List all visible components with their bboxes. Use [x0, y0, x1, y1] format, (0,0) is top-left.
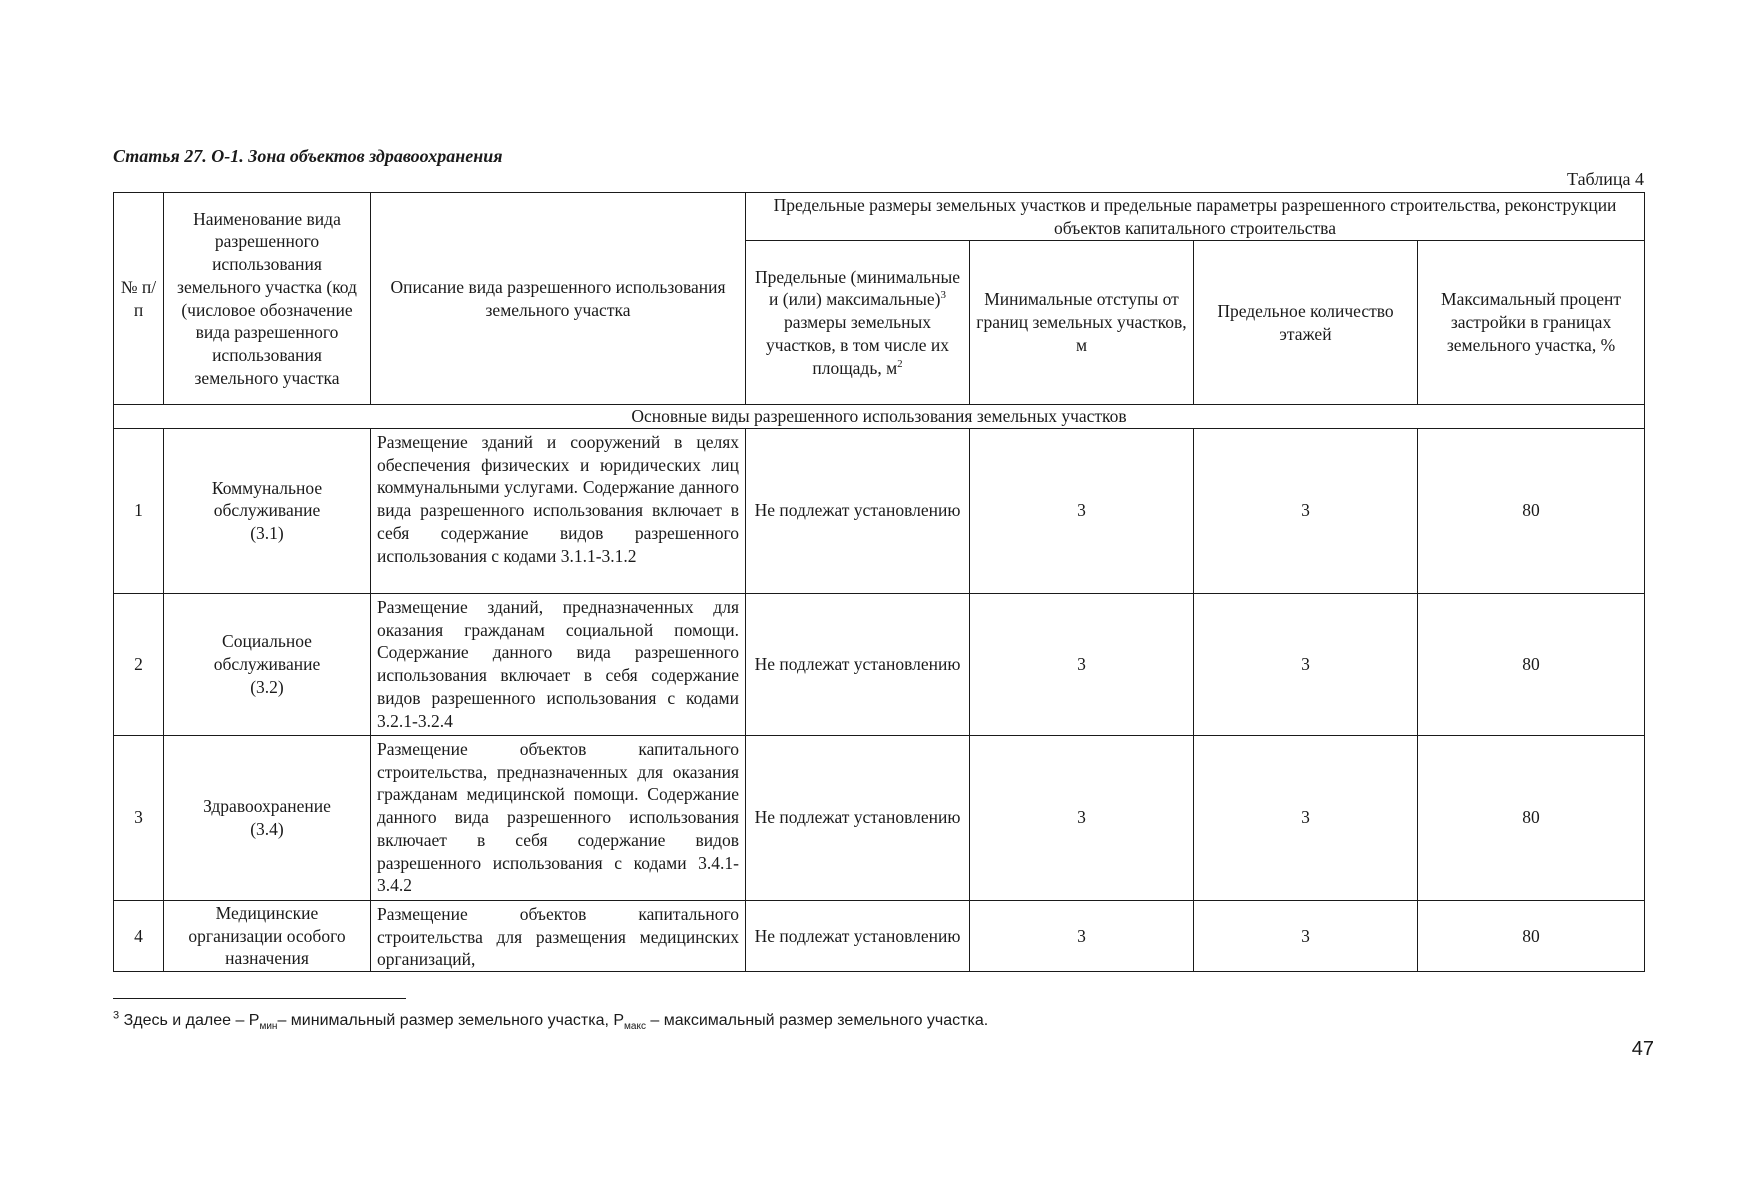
header-num: № п/п: [114, 193, 164, 405]
zones-table: [113, 192, 1645, 972]
row-name-code: (3.4): [250, 818, 284, 839]
row-name: [164, 900, 371, 971]
row-size: Не подлежат установлению: [746, 593, 970, 735]
footnote: [113, 1009, 989, 1033]
header-size-part1: Предельные (минимальные и (или) максимальные): [754, 266, 961, 310]
row-description: Размещение объектов капитального строительства, предназначенных для оказания гражданам медицинской помощи. Содержание данного вида разрешенного использования включает в себя содержание видов разрешенного использования с кодами 3.4.1-3.4.2: [371, 735, 746, 900]
row-coverage: 80: [1418, 428, 1645, 593]
header-setbacks: Минимальные отступы от границ земельных участков, м: [970, 241, 1194, 405]
header-limits-group: Предельные размеры земельных участков и предельные параметры разрешенного строительства, реконструкции объектов капитального строительства: [746, 193, 1645, 241]
table-row: [114, 428, 1645, 593]
page-number: 47: [1631, 1038, 1654, 1060]
row-floors: 3: [1194, 735, 1418, 900]
table-row: [114, 593, 1645, 735]
row-name: [164, 428, 371, 593]
section-title: Основные виды разрешенного использования земельных участков: [114, 405, 1645, 429]
row-setbacks: 3: [970, 593, 1194, 735]
footnote-part2: – минимальный размер земельного участка, Р: [277, 1012, 625, 1029]
header-coverage: Максимальный процент застройки в границах земельного участка, %: [1418, 241, 1645, 405]
row-num: 1: [114, 428, 164, 593]
article-title: Статья 27. О-1. Зона объектов здравоохранения: [113, 146, 503, 166]
row-name-line2: организации особого: [188, 925, 346, 946]
header-name: Наименование вида разрешенного использования земельного участка (код (числовое обозначение вида разрешенного использования земельного участка: [164, 193, 371, 405]
footnote-sub-max: макс: [624, 1021, 646, 1033]
row-name-line2: обслуживание: [213, 653, 321, 674]
row-setbacks: 3: [970, 900, 1194, 971]
row-description: Размещение зданий, предназначенных для оказания гражданам социальной помощи. Содержание данного вида разрешенного использования включает в себя содержание видов разрешенного использования с кодами 3.2.1-3.2.4: [371, 593, 746, 735]
section-row: [114, 405, 1645, 429]
row-name-code: (3.2): [250, 676, 284, 697]
row-size: Не подлежат установлению: [746, 428, 970, 593]
row-num: 4: [114, 900, 164, 971]
footnote-marker: 3: [113, 1009, 120, 1022]
header-description: Описание вида разрешенного использования земельного участка: [371, 193, 746, 405]
row-coverage: 80: [1418, 593, 1645, 735]
row-floors: 3: [1194, 428, 1418, 593]
row-num: 2: [114, 593, 164, 735]
row-description: Размещение объектов капитального строительства для размещения медицинских организаций,: [371, 900, 746, 971]
row-setbacks: 3: [970, 735, 1194, 900]
row-name-line1: Медицинские: [215, 902, 319, 923]
row-setbacks: 3: [970, 428, 1194, 593]
footnote-part3: – максимальный размер земельного участка.: [645, 1012, 989, 1029]
row-floors: 3: [1194, 900, 1418, 971]
row-name: [164, 593, 371, 735]
header-size: [746, 241, 970, 405]
row-name: [164, 735, 371, 900]
row-name-line2: обслуживание: [213, 500, 321, 521]
header-size-unit-sup: 2: [897, 357, 903, 370]
row-name-line1: Социальное: [222, 631, 312, 652]
table-row: [114, 900, 1645, 971]
row-num: 3: [114, 735, 164, 900]
table-label: Таблица 4: [1567, 169, 1644, 189]
footnote-divider: [113, 998, 406, 999]
header-size-part2: размеры земельных участков, в том числе их площадь, м: [766, 312, 949, 378]
footnote-sub-min: мин: [259, 1021, 278, 1033]
row-coverage: 80: [1418, 735, 1645, 900]
footnote-part1: Здесь и далее – Р: [123, 1012, 260, 1029]
row-name-line1: Здравоохранение: [203, 796, 331, 816]
header-size-footnote-ref: 3: [940, 289, 946, 302]
row-name-line1: Коммунальное: [211, 477, 323, 498]
row-size: Не подлежат установлению: [746, 735, 970, 900]
table-row: [114, 735, 1645, 900]
row-floors: 3: [1194, 593, 1418, 735]
header-floors: Предельное количество этажей: [1194, 241, 1418, 405]
row-size: Не подлежат установлению: [746, 900, 970, 971]
row-name-code: (3.1): [250, 523, 284, 544]
row-description: Размещение зданий и сооружений в целях обеспечения физических и юридических лиц коммунальными услугами. Содержание данного вида разрешенного использования включает в себя содержание видов разрешенного использования с кодами 3.1.1-3.1.2: [371, 428, 746, 593]
header-row-1: [114, 193, 1645, 241]
row-name-code: назначения: [225, 948, 309, 969]
row-coverage: 80: [1418, 900, 1645, 971]
